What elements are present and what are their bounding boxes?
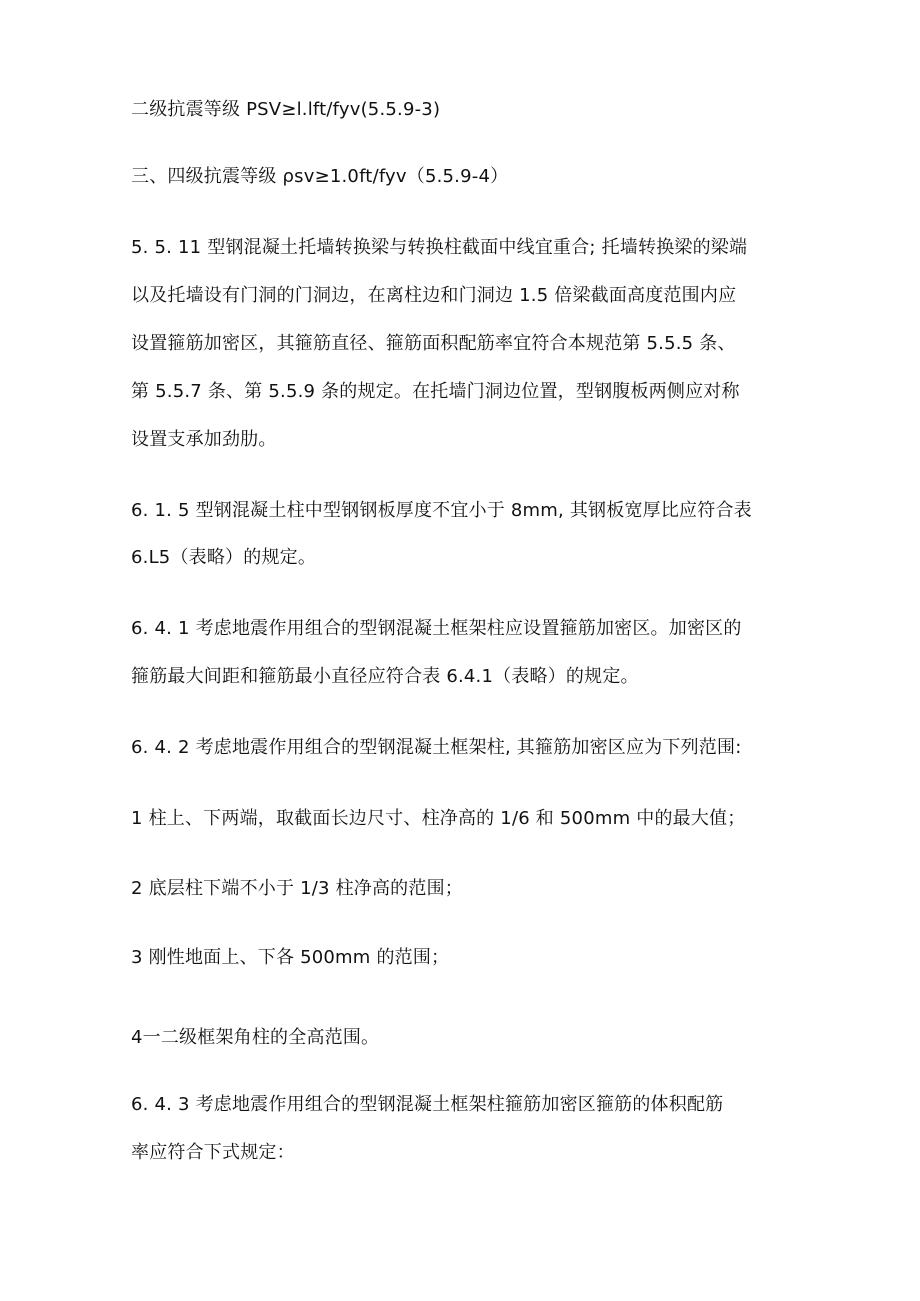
text-line-clause-6-4-3: 6. 4. 3 考虑地震作用组合的型钢混凝土框架柱箍筋加密区箍筋的体积配筋: [131, 1094, 724, 1115]
text-line-clause-6-4-1-cont1: 箍筋最大间距和箍筋最小直径应符合表 6.4.1（表略）的规定。: [131, 666, 639, 687]
text-line-clause-6-1-5-cont1: 6.L5（表略）的规定。: [131, 547, 317, 568]
text-line-item-2: 2 底层柱下端不小于 1/3 柱净高的范围；: [131, 878, 463, 899]
text-line-clause-5-5-11-cont4: 设置支承加劲肋。: [131, 429, 277, 450]
text-line-item-4: 4一二级框架角柱的全高范围。: [131, 1027, 380, 1048]
text-line-clause-5-5-11: 5. 5. 11 型钢混凝土托墙转换梁与转换柱截面中线宜重合; 托墙转换梁的梁端: [131, 237, 748, 258]
text-line-clause-5-5-11-cont1: 以及托墙设有门洞的门洞边，在离柱边和门洞边 1.5 倍梁截面高度范围内应: [131, 285, 737, 306]
text-line-clause-6-4-2: 6. 4. 2 考虑地震作用组合的型钢混凝土框架柱, 其箍筋加密区应为下列范围:: [131, 737, 742, 758]
text-line-formula-grade34: 三、四级抗震等级 ρsv≥1.0ft∕fyv（5.5.9-4）: [131, 166, 509, 187]
text-line-clause-6-1-5: 6. 1. 5 型钢混凝土柱中型钢钢板厚度不宜小于 8mm, 其钢板宽厚比应符合表: [131, 500, 752, 521]
text-line-clause-6-4-3-cont1: 率应符合下式规定：: [131, 1142, 295, 1163]
text-line-clause-6-4-1: 6. 4. 1 考虑地震作用组合的型钢混凝土框架柱应设置箍筋加密区。加密区的: [131, 618, 742, 639]
text-line-item-1: 1 柱上、下两端，取截面长边尺寸、柱净高的 1/6 和 500mm 中的最大值；: [131, 808, 746, 829]
text-line-clause-5-5-11-cont2: 设置箍筋加密区，其箍筋直径、箍筋面积配筋率宜符合本规范第 5.5.5 条、: [131, 333, 736, 354]
text-line-clause-5-5-11-cont3: 第 5.5.7 条、第 5.5.9 条的规定。在托墙门洞边位置，型钢腹板两侧应对称: [131, 381, 740, 402]
text-line-item-3: 3 刚性地面上、下各 500mm 的范围；: [131, 947, 450, 968]
text-line-formula-grade2: 二级抗震等级 PSV≥l.lft∕fyv(5.5.9-3): [131, 99, 441, 120]
